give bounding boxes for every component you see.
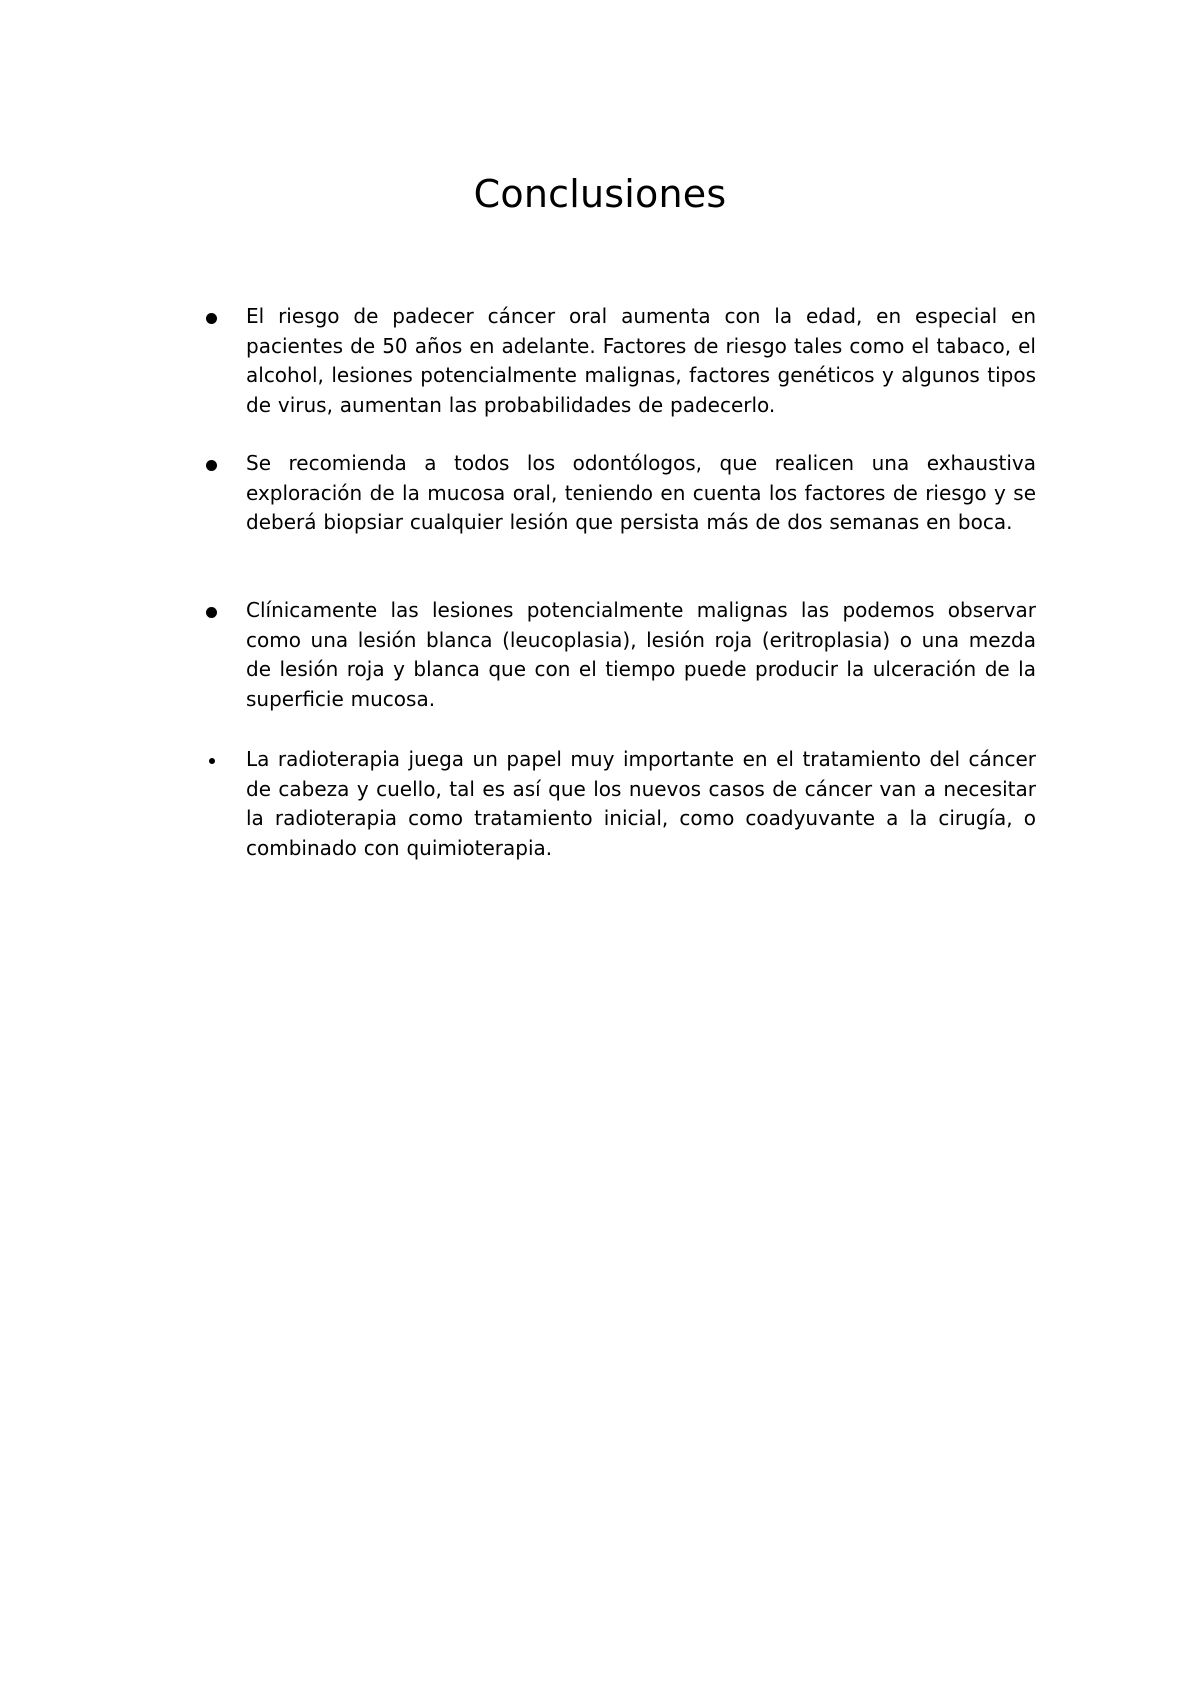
bullet-icon: [206, 313, 217, 324]
page-title: Conclusiones: [473, 172, 727, 217]
list-item-text: Clínicamente las lesiones potencialmente malignas las podemos observar como una lesión blanca (leucoplasia), lesión roja (eritroplasia) o una mezda de lesión roja y blanca que con el tiempo puede producir la ulceración de la superficie mucosa.: [246, 598, 1036, 711]
bullet-icon: [206, 607, 217, 618]
list-item-text: El riesgo de padecer cáncer oral aumenta con la edad, en especial en pacientes de 50 años en adelante. Factores de riesgo tales como el tabaco, el alcohol, lesiones potencialmente malignas, factores genéticos y algunos tipos de virus, aumentan las probabilidades de padecerlo.: [246, 304, 1036, 417]
bullet-icon: [209, 758, 215, 764]
bullet-icon: [206, 460, 217, 471]
list-item-text: La radioterapia juega un papel muy importante en el tratamiento del cáncer de cabeza y cuello, tal es así que los nuevos casos de cáncer van a necesitar la radioterapia como tratamiento inicial, como coadyuvante a la cirugía, o combinado con quimioterapia.: [246, 747, 1036, 860]
list-item-text: Se recomienda a todos los odontólogos, que realicen una exhaustiva exploración de la mucosa oral, teniendo en cuenta los factores de riesgo y se deberá biopsiar cualquier lesión que persista más de dos semanas en boca.: [246, 451, 1036, 534]
